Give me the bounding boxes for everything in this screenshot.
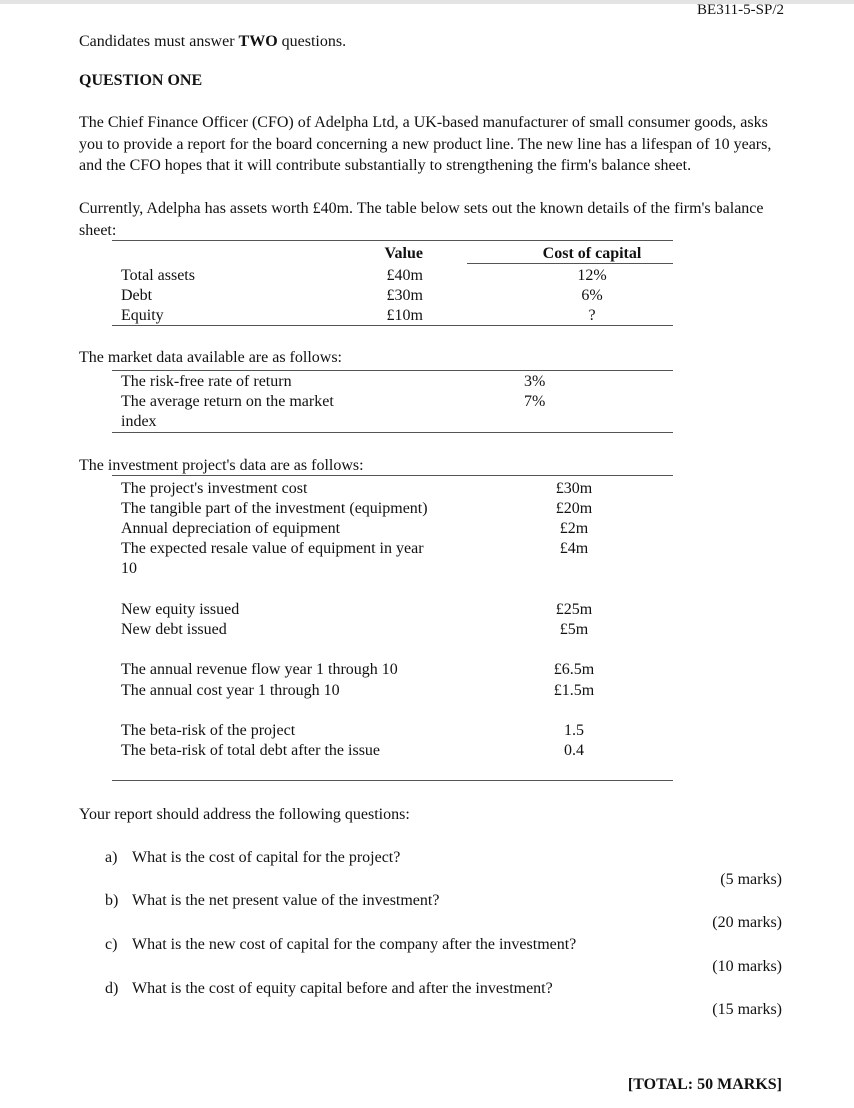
instructions-emphasis: TWO bbox=[238, 33, 278, 50]
balance-row-value: £30m bbox=[386, 287, 423, 304]
project-row-value: £1.5m bbox=[553, 682, 595, 699]
question-text: What is the cost of equity capital before and after the investment? bbox=[132, 980, 553, 997]
question-item bbox=[105, 848, 401, 868]
balance-row-value: £40m bbox=[386, 267, 423, 284]
question-letter: c) bbox=[105, 936, 118, 953]
balance-row-cost: 6% bbox=[581, 287, 603, 304]
question-letter: a) bbox=[105, 849, 118, 866]
balance-table-bottom-rule bbox=[112, 325, 673, 326]
balance-header-cost: Cost of capital bbox=[542, 245, 642, 262]
project-row-value: £25m bbox=[555, 601, 593, 618]
market-table-top-rule bbox=[112, 370, 673, 371]
question-text: What is the cost of capital for the project? bbox=[132, 849, 401, 866]
project-table-bottom-rule bbox=[112, 780, 673, 781]
project-row-label-continued: 10 bbox=[121, 560, 137, 577]
balance-row-label: Debt bbox=[121, 287, 153, 304]
balance-table-top-rule bbox=[112, 240, 673, 241]
market-row-label: The risk-free rate of return bbox=[121, 373, 292, 390]
instructions bbox=[79, 32, 346, 52]
balance-header-value: Value bbox=[384, 245, 423, 262]
balance-row-label: Equity bbox=[121, 307, 164, 324]
question-item bbox=[105, 979, 553, 999]
project-row-value: £5m bbox=[559, 621, 589, 638]
balance-row-value: £10m bbox=[386, 307, 423, 324]
question-title: QUESTION ONE bbox=[79, 72, 203, 89]
balance-row-cost: 12% bbox=[577, 267, 607, 284]
project-row-value: £30m bbox=[555, 480, 593, 497]
balance-row-cost: ? bbox=[588, 307, 596, 324]
project-row-value: 1.5 bbox=[564, 722, 584, 739]
project-row-value: £2m bbox=[559, 520, 589, 537]
project-row-label: The project's investment cost bbox=[121, 480, 308, 497]
question-text: What is the new cost of capital for the company after the investment? bbox=[132, 936, 577, 953]
question-letter: b) bbox=[105, 892, 119, 909]
project-row-label: New debt issued bbox=[121, 621, 227, 638]
question-item bbox=[105, 891, 440, 911]
project-row-label: The annual revenue flow year 1 through 10 bbox=[121, 661, 398, 678]
total-marks: [TOTAL: 50 MARKS] bbox=[627, 1076, 782, 1093]
question-letter: d) bbox=[105, 980, 119, 997]
market-row-label-continued: index bbox=[121, 413, 157, 430]
market-row-value: 3% bbox=[524, 373, 546, 390]
question-marks: (10 marks) bbox=[712, 958, 782, 975]
instructions-suffix: questions. bbox=[277, 33, 347, 50]
project-table-top-rule bbox=[112, 475, 673, 476]
question-item bbox=[105, 935, 577, 955]
project-row-value: £4m bbox=[559, 540, 589, 557]
question-marks: (20 marks) bbox=[712, 914, 782, 931]
market-row-value: 7% bbox=[524, 393, 546, 410]
intro-paragraph-2: Currently, Adelpha has assets worth £40m. The table below sets out the known details of the firm's balance sheet: bbox=[79, 200, 764, 239]
project-row-label: The beta-risk of the project bbox=[121, 722, 296, 739]
instructions-prefix: Candidates must answer bbox=[79, 33, 239, 50]
project-row-label: The tangible part of the investment (equipment) bbox=[121, 500, 428, 517]
balance-header-rule bbox=[467, 263, 673, 264]
exam-code: BE311-5-SP/2 bbox=[697, 2, 784, 18]
balance-row-label: Total assets bbox=[121, 267, 195, 284]
project-row-label: The expected resale value of equipment in year bbox=[121, 540, 424, 557]
question-text: What is the net present value of the investment? bbox=[132, 892, 440, 909]
project-intro: The investment project's data are as follows: bbox=[79, 457, 364, 474]
market-row-label: The average return on the market bbox=[121, 393, 334, 410]
project-row-label: The annual cost year 1 through 10 bbox=[121, 682, 340, 699]
question-marks: (5 marks) bbox=[720, 871, 782, 888]
project-row-label: Annual depreciation of equipment bbox=[121, 520, 341, 537]
project-row-value: £6.5m bbox=[553, 661, 595, 678]
question-marks: (15 marks) bbox=[712, 1001, 782, 1018]
market-intro: The market data available are as follows: bbox=[79, 349, 342, 366]
market-table-bottom-rule bbox=[112, 432, 673, 433]
report-intro: Your report should address the following questions: bbox=[79, 806, 410, 823]
project-row-value: £20m bbox=[555, 500, 593, 517]
project-row-value: 0.4 bbox=[564, 742, 584, 759]
intro-paragraph-1: The Chief Finance Officer (CFO) of Adelpha Ltd, a UK-based manufacturer of small consumer goods, asks you to provide a report for the board concerning a new product line. The new line has a lifespan of 10 years, and the CFO hopes that it will contribute substantially to strengthening the firm's balance sheet. bbox=[79, 114, 772, 174]
project-row-label: New equity issued bbox=[121, 601, 240, 618]
project-row-label: The beta-risk of total debt after the issue bbox=[121, 742, 381, 759]
